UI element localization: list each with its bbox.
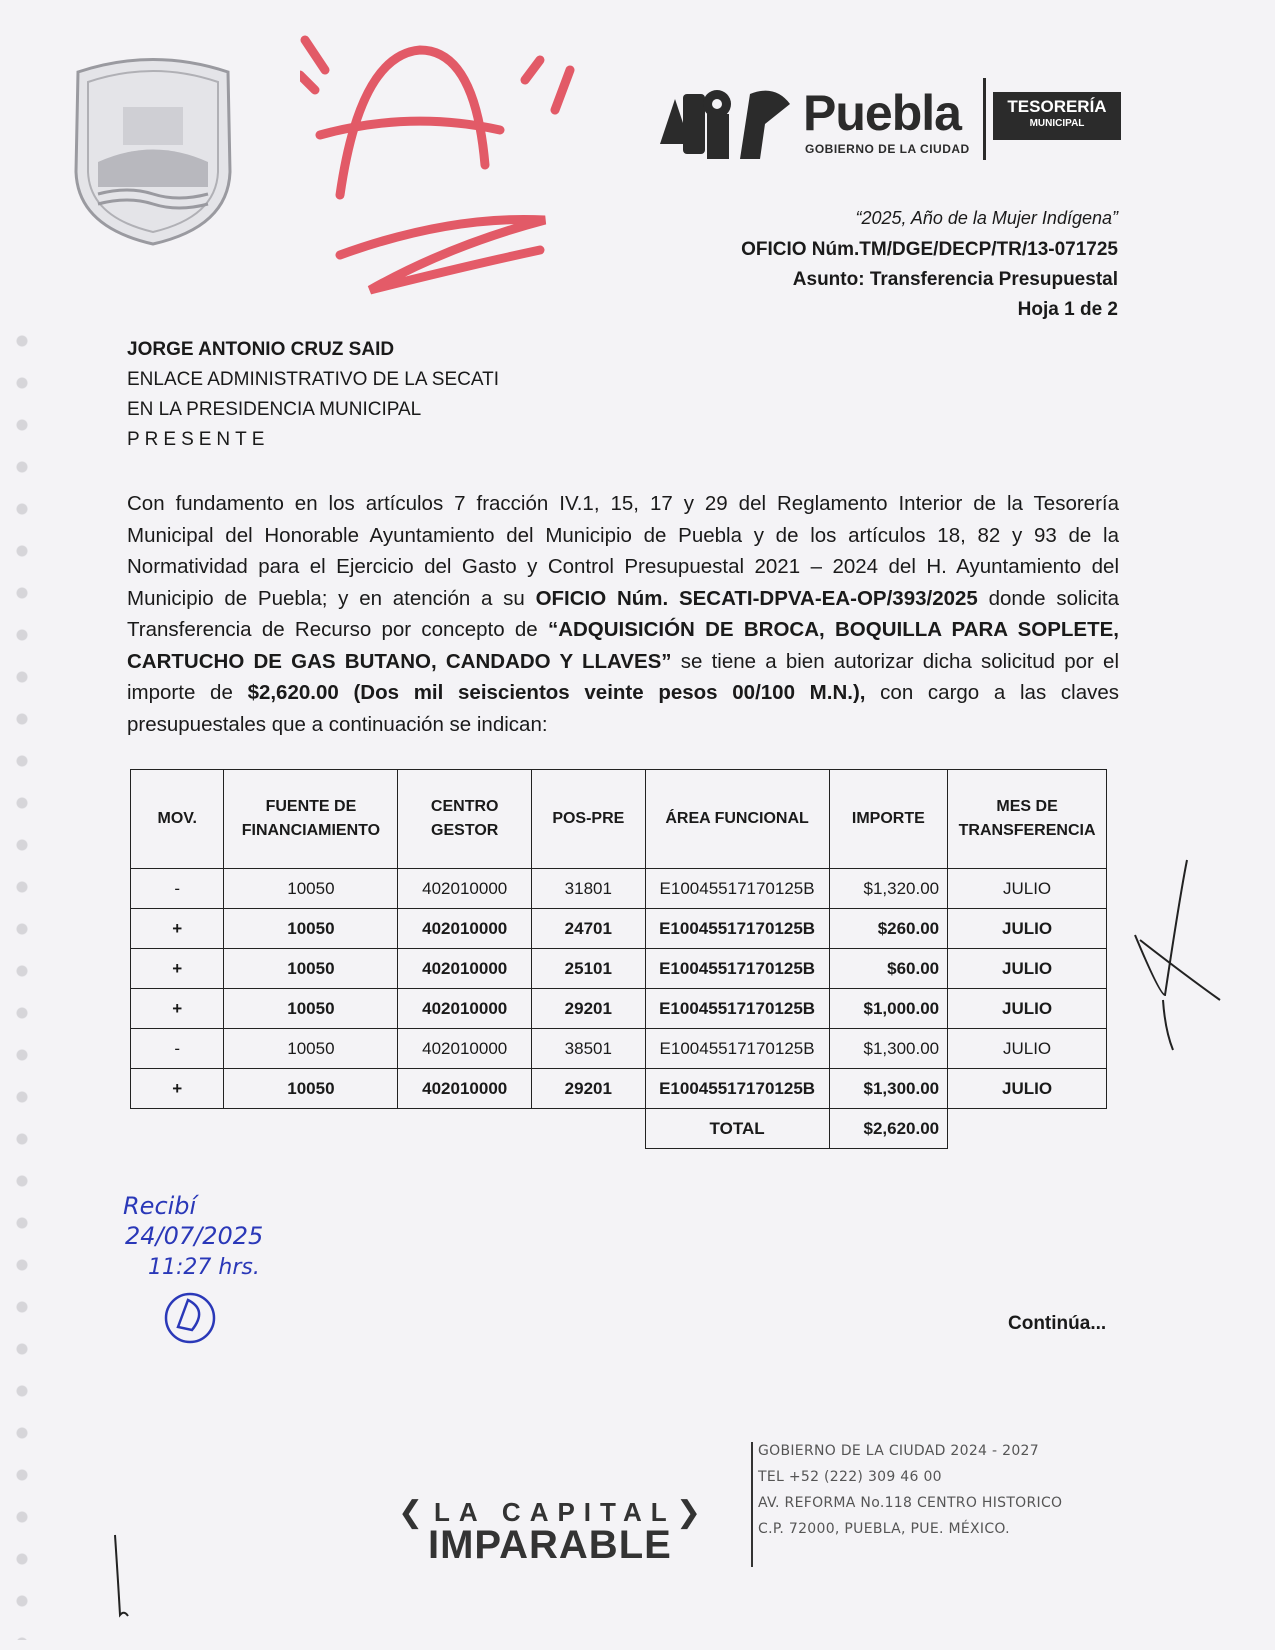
year-motto: “2025, Año de la Mujer Indígena” [855, 208, 1118, 228]
header-pos-pre: POS-PRE [532, 770, 646, 869]
continues-label: Continúa... [1008, 1313, 1107, 1334]
cell-fuente: 10050 [224, 1069, 398, 1109]
cell-mov: + [131, 949, 224, 989]
table-row [131, 909, 1107, 949]
cell-importe: $60.00 [829, 949, 948, 989]
header-importe: IMPORTE [829, 770, 948, 869]
table-row [131, 989, 1107, 1029]
footer-postal: C.P. 72000, PUEBLA, PUE. MÉXICO. [758, 1521, 1010, 1537]
cell-importe: $1,320.00 [829, 869, 948, 909]
table-total-row [131, 1109, 1107, 1149]
brand-line-2: IMPARABLE [428, 1523, 672, 1567]
cell-mes: JULIO [948, 909, 1107, 949]
cell-importe: $260.00 [829, 909, 948, 949]
puebla-emblem-icon [655, 74, 795, 164]
cell-area: E10045517170125B [645, 1069, 829, 1109]
total-value: $2,620.00 [829, 1109, 948, 1149]
cell-area: E10045517170125B [645, 949, 829, 989]
header-mov: MOV. [131, 770, 224, 869]
badge-line-2: MUNICIPAL [1029, 118, 1085, 129]
table-row [131, 869, 1107, 909]
cell-mes: JULIO [948, 1029, 1107, 1069]
page-count: Hoja 1 de 2 [1017, 299, 1118, 320]
municipal-seal-icon [58, 52, 248, 252]
body-text-3: se tiene a bien autorizar dicha solicitud por el importe de [127, 649, 1120, 704]
footer-divider [751, 1442, 753, 1567]
cell-area: E10045517170125B [645, 989, 829, 1029]
addressee-name: JORGE ANTONIO CRUZ SAID [127, 339, 395, 360]
cell-fuente: 10050 [224, 1029, 398, 1069]
budget-transfer-table [130, 769, 1107, 1149]
header-centro-gestor: CENTRO GESTOR [398, 770, 532, 869]
la-capital-imparable-brand [398, 1485, 708, 1575]
footer-address: AV. REFORMA No.118 CENTRO HISTORICO [758, 1495, 1063, 1511]
body-text-1: Con fundamento en los artículos 7 fracción IV.1, 15, 17 y 29 del Reglamento Interior de la Tesorería Municipal del Honorable Ayuntamiento del Municipio de Puebla y de los artículos 18, 82 y 93 de la Normatividad para el Ejercicio del Gasto y Control Presupuestal 2021 – 2024 del H. Ayuntamiento del Municipio de Puebla; y en atención a su [127, 492, 1119, 610]
received-date: 24/07/2025 [125, 1222, 264, 1250]
authorized-amount: $2,620.00 (Dos mil seiscientos veinte pesos 00/100 M.N.), [247, 681, 866, 704]
cell-centro: 402010000 [398, 1069, 532, 1109]
cell-pospre: 29201 [532, 989, 646, 1029]
cell-pospre: 24701 [532, 909, 646, 949]
cell-pospre: 31801 [532, 869, 646, 909]
table-row [131, 949, 1107, 989]
brand-line-1: LA CAPITAL [434, 1497, 676, 1527]
reference-oficio: OFICIO Núm. SECATI-DPVA-EA-OP/393/2025 [535, 586, 978, 610]
table-row [131, 1069, 1107, 1109]
cell-centro: 402010000 [398, 909, 532, 949]
badge-line-1: TESORERÍA [1007, 97, 1107, 116]
handwritten-mark-icon [100, 1530, 140, 1620]
handwritten-signature-icon [1105, 855, 1225, 1055]
table-header-row [131, 770, 1107, 869]
header-mes: MES DE TRANSFERENCIA [948, 770, 1107, 869]
received-word: Recibí [123, 1192, 197, 1220]
cell-centro: 402010000 [398, 869, 532, 909]
cell-mes: JULIO [948, 869, 1107, 909]
cell-importe: $1,000.00 [829, 989, 948, 1029]
cell-mes: JULIO [948, 1069, 1107, 1109]
cell-centro: 402010000 [398, 1029, 532, 1069]
logo-wordmark: Puebla [803, 85, 961, 141]
received-handwritten-note [120, 1192, 300, 1352]
body-text-4: con cargo a las claves presupuestales que a continuación se indican: [127, 681, 1119, 736]
left-wing-icon: ❮ [398, 1496, 424, 1529]
cell-fuente: 10050 [224, 909, 398, 949]
cell-centro: 402010000 [398, 989, 532, 1029]
addressee-block [127, 335, 499, 455]
logo-subtitle: GOBIERNO DE LA CIUDAD [805, 142, 970, 156]
addressee-office: EN LA PRESIDENCIA MUNICIPAL [127, 399, 422, 420]
letter-body [127, 488, 1119, 740]
cell-mes: JULIO [948, 949, 1107, 989]
cell-area: E10045517170125B [645, 869, 829, 909]
tesoreria-logo [655, 70, 1125, 170]
total-label: TOTAL [645, 1109, 829, 1149]
cell-mes: JULIO [948, 989, 1107, 1029]
cell-importe: $1,300.00 [829, 1029, 948, 1069]
punch-hole-strip [0, 320, 42, 1640]
cell-mov: + [131, 1069, 224, 1109]
cell-centro: 402010000 [398, 949, 532, 989]
concept-text: “ADQUISICIÓN DE BROCA, BOQUILLA PARA SOPLETE, CARTUCHO DE GAS BUTANO, CANDADO Y LLAVES” [127, 618, 1119, 673]
oficio-number: OFICIO Núm.TM/DGE/DECP/TR/13-071725 [741, 239, 1118, 260]
red-marker-signature-icon [300, 15, 600, 315]
logo-divider [983, 78, 986, 160]
cell-mov: + [131, 909, 224, 949]
body-text-2: donde solicita Transferencia de Recurso por concepto de [127, 586, 1119, 641]
right-wing-icon: ❯ [676, 1496, 702, 1529]
presente-label: PRESENTE [127, 429, 270, 450]
cell-pospre: 38501 [532, 1029, 646, 1069]
footer-phone: TEL +52 (222) 309 46 00 [758, 1469, 942, 1485]
table-row [131, 1029, 1107, 1069]
received-time: 11:27 hrs. [148, 1255, 260, 1280]
cell-mov: - [131, 1029, 224, 1069]
tesoreria-badge [993, 92, 1121, 140]
header-fuente: FUENTE DE FINANCIAMIENTO [224, 770, 398, 869]
cell-area: E10045517170125B [645, 909, 829, 949]
subject-line: Asunto: Transferencia Presupuestal [792, 269, 1118, 290]
addressee-position: ENLACE ADMINISTRATIVO DE LA SECATI [127, 369, 499, 390]
cell-mov: + [131, 989, 224, 1029]
header-area-funcional: ÁREA FUNCIONAL [645, 770, 829, 869]
cell-fuente: 10050 [224, 869, 398, 909]
total-spacer-end [948, 1109, 1107, 1149]
cell-pospre: 29201 [532, 1069, 646, 1109]
cell-fuente: 10050 [224, 989, 398, 1029]
cell-importe: $1,300.00 [829, 1069, 948, 1109]
cell-fuente: 10050 [224, 949, 398, 989]
footer-government: GOBIERNO DE LA CIUDAD 2024 - 2027 [758, 1443, 1039, 1459]
cell-mov: - [131, 869, 224, 909]
footer-contact [758, 1438, 1062, 1542]
total-spacer [131, 1109, 646, 1149]
cell-area: E10045517170125B [645, 1029, 829, 1069]
cell-pospre: 25101 [532, 949, 646, 989]
